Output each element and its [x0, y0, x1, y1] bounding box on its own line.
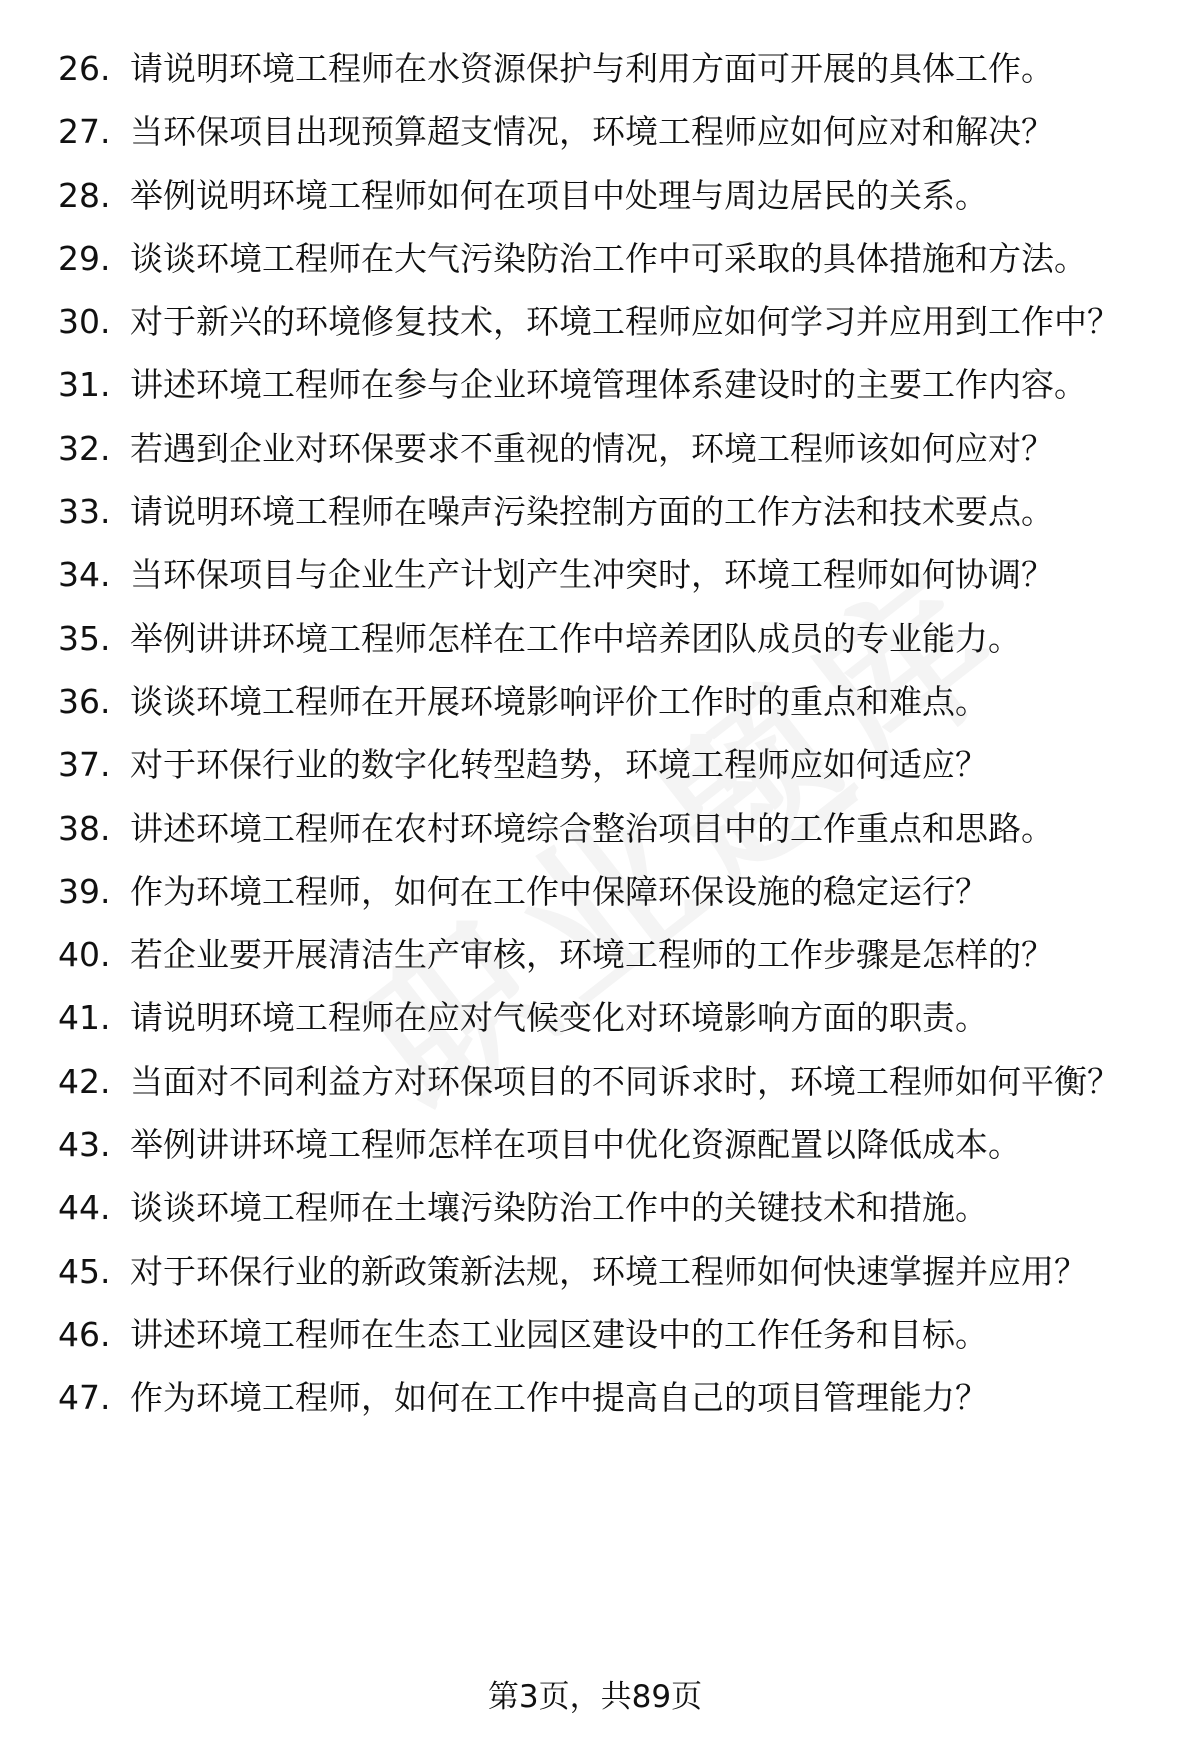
question-text: 请说明环境工程师在噪声污染控制方面的工作方法和技术要点。 — [130, 492, 1054, 532]
question-item — [58, 364, 1148, 406]
question-number: 36. — [58, 681, 111, 721]
question-text: 举例说明环境工程师如何在项目中处理与周边居民的关系。 — [130, 175, 988, 215]
question-item — [58, 681, 1148, 723]
question-text: 当环保项目出现预算超支情况，环境工程师应如何应对和解决？ — [130, 112, 1054, 152]
question-text: 作为环境工程师，如何在工作中提高自己的项目管理能力？ — [130, 1378, 988, 1418]
question-number: 44. — [58, 1188, 111, 1228]
question-item — [58, 111, 1148, 153]
question-number: 39. — [58, 871, 111, 911]
question-number: 26. — [58, 49, 111, 88]
question-number: 43. — [58, 1125, 111, 1165]
question-number: 42. — [58, 1061, 111, 1101]
question-text: 讲述环境工程师在生态工业园区建设中的工作任务和目标。 — [130, 1314, 988, 1354]
question-item — [58, 1187, 1148, 1229]
page-number-label: 第3页，共89页 — [487, 1679, 703, 1715]
question-number: 37. — [58, 745, 111, 785]
question-text: 若企业要开展清洁生产审核，环境工程师的工作步骤是怎样的？ — [130, 935, 1054, 975]
question-number: 35. — [58, 618, 111, 658]
question-number: 47. — [58, 1378, 111, 1418]
question-item — [58, 1251, 1148, 1293]
question-item — [58, 48, 1148, 90]
question-number: 45. — [58, 1251, 111, 1291]
question-text: 举例讲讲环境工程师怎样在工作中培养团队成员的专业能力。 — [130, 618, 1021, 658]
question-number: 38. — [58, 808, 111, 848]
question-text: 请说明环境工程师在应对气候变化对环境影响方面的职责。 — [130, 998, 988, 1038]
question-item — [58, 997, 1148, 1039]
question-item — [58, 554, 1148, 596]
question-list — [58, 48, 1148, 1441]
question-number: 28. — [58, 175, 111, 215]
page-footer — [0, 1677, 1190, 1717]
question-number: 34. — [58, 555, 111, 595]
question-number: 46. — [58, 1314, 111, 1354]
question-text: 谈谈环境工程师在开展环境影响评价工作时的重点和难点。 — [130, 681, 988, 721]
question-item — [58, 1314, 1148, 1356]
question-text: 作为环境工程师，如何在工作中保障环保设施的稳定运行？ — [130, 871, 988, 911]
question-text: 谈谈环境工程师在土壤污染防治工作中的关键技术和措施。 — [130, 1188, 988, 1228]
question-item — [58, 491, 1148, 533]
question-item — [58, 934, 1148, 976]
question-number: 32. — [58, 428, 111, 468]
question-number: 30. — [58, 302, 111, 342]
question-item — [58, 1061, 1148, 1103]
question-number: 31. — [58, 365, 111, 405]
question-item — [58, 428, 1148, 470]
question-number: 29. — [58, 238, 111, 278]
question-text: 请说明环境工程师在水资源保护与利用方面可开展的具体工作。 — [130, 49, 1054, 88]
question-text: 若遇到企业对环保要求不重视的情况，环境工程师该如何应对？ — [130, 428, 1054, 468]
question-item — [58, 1124, 1148, 1166]
question-item — [58, 808, 1148, 850]
question-text: 举例讲讲环境工程师怎样在项目中优化资源配置以降低成本。 — [130, 1125, 1021, 1165]
question-item — [58, 238, 1148, 280]
question-number: 27. — [58, 112, 111, 152]
question-item — [58, 871, 1148, 913]
question-item — [58, 175, 1148, 217]
question-number: 40. — [58, 935, 111, 975]
question-text: 对于新兴的环境修复技术，环境工程师应如何学习并应用到工作中？ — [130, 302, 1120, 342]
question-item — [58, 618, 1148, 660]
question-text: 讲述环境工程师在参与企业环境管理体系建设时的主要工作内容。 — [130, 365, 1087, 405]
question-text: 当面对不同利益方对环保项目的不同诉求时，环境工程师如何平衡？ — [130, 1061, 1120, 1101]
question-item — [58, 1377, 1148, 1419]
question-item — [58, 301, 1148, 343]
question-text: 对于环保行业的新政策新法规，环境工程师如何快速掌握并应用？ — [130, 1251, 1087, 1291]
question-text: 讲述环境工程师在农村环境综合整治项目中的工作重点和思路。 — [130, 808, 1054, 848]
question-text: 对于环保行业的数字化转型趋势，环境工程师应如何适应？ — [130, 745, 988, 785]
question-item — [58, 744, 1148, 786]
question-number: 33. — [58, 492, 111, 532]
question-text: 谈谈环境工程师在大气污染防治工作中可采取的具体措施和方法。 — [130, 238, 1087, 278]
question-number: 41. — [58, 998, 111, 1038]
question-text: 当环保项目与企业生产计划产生冲突时，环境工程师如何协调？ — [130, 555, 1054, 595]
